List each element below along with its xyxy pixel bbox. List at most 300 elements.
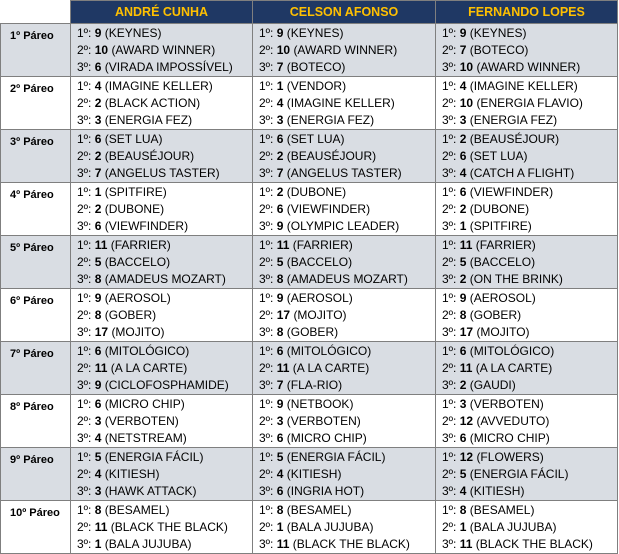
pick-position: 2º: — [259, 308, 274, 322]
horse-name: (MITOLÓGICO) — [104, 344, 190, 358]
pick-line — [259, 307, 435, 324]
pick-line — [77, 324, 252, 341]
horse-name: (BALA JUJUBA) — [469, 520, 557, 534]
pick-line — [77, 449, 252, 466]
horse-name: (SET LUA) — [286, 132, 345, 146]
pick-position: 2º: — [77, 202, 92, 216]
horse-name: (BESAMEL) — [286, 503, 352, 517]
horse-name: (BLACK THE BLACK) — [475, 537, 593, 551]
pick-line — [259, 112, 435, 129]
horse-number: 2 — [94, 96, 102, 110]
horse-number: 8 — [459, 308, 467, 322]
pick-line — [259, 396, 435, 413]
pick-position: 2º: — [77, 414, 92, 428]
column-header-fernando-lopes: FERNANDO LOPES — [436, 1, 618, 24]
horse-name: (BOTECO) — [286, 60, 346, 74]
horse-number: 6 — [459, 185, 467, 199]
horse-number: 2 — [459, 132, 467, 146]
pick-line — [77, 307, 252, 324]
pick-line — [259, 237, 435, 254]
pick-position: 3º: — [259, 166, 274, 180]
horse-name: (VIEWFINDER) — [286, 202, 371, 216]
horse-name: (NETBOOK) — [286, 397, 354, 411]
horse-name: (ENERGIA FEZ) — [286, 113, 375, 127]
pick-position: 1º: — [77, 132, 92, 146]
horse-name: (MOJITO) — [476, 325, 530, 339]
pick-position: 2º: — [259, 520, 274, 534]
pick-position: 1º: — [442, 238, 457, 252]
pick-position: 2º: — [442, 149, 457, 163]
pick-position: 1º: — [77, 26, 92, 40]
pick-position: 3º: — [259, 484, 274, 498]
horse-number: 6 — [94, 219, 102, 233]
pick-position: 1º: — [77, 291, 92, 305]
pick-position: 3º: — [442, 219, 457, 233]
horse-name: (DUBONE) — [469, 202, 530, 216]
horse-name: (CICLOFOSPHAMIDE) — [104, 378, 229, 392]
pick-line — [442, 25, 617, 42]
horse-number: 11 — [459, 361, 473, 375]
horse-name: (BACCELO) — [469, 255, 536, 269]
pick-line — [259, 430, 435, 447]
pick-position: 2º: — [442, 96, 457, 110]
horse-name: (A LA CARTE) — [110, 361, 188, 375]
horse-number: 2 — [459, 272, 467, 286]
pick-position: 1º: — [259, 503, 274, 517]
horse-number: 6 — [94, 344, 102, 358]
pick-line — [259, 78, 435, 95]
horse-name: (ANGELUS TASTER) — [286, 166, 402, 180]
race-row — [1, 77, 618, 130]
horse-number: 6 — [459, 344, 467, 358]
picks-cell-andre-cunha — [71, 183, 253, 236]
horse-number: 6 — [276, 344, 284, 358]
picks-cell-celson-afonso — [253, 236, 436, 289]
pick-line — [259, 449, 435, 466]
pick-position: 1º: — [442, 503, 457, 517]
horse-number: 11 — [459, 238, 473, 252]
horse-number: 8 — [94, 503, 102, 517]
pick-position: 3º: — [259, 431, 274, 445]
race-label: 9º Páreo — [1, 448, 71, 501]
horse-number: 9 — [94, 378, 102, 392]
horse-number: 6 — [94, 397, 102, 411]
pick-position: 3º: — [259, 219, 274, 233]
horse-number: 12 — [459, 414, 474, 428]
picks-cell-celson-afonso — [253, 448, 436, 501]
pick-line — [442, 466, 617, 483]
picks-cell-andre-cunha — [71, 236, 253, 289]
picks-cell-andre-cunha — [71, 289, 253, 342]
picks-cell-celson-afonso — [253, 342, 436, 395]
horse-number: 9 — [276, 219, 284, 233]
pick-position: 3º: — [77, 431, 92, 445]
column-header-andre-cunha: ANDRÉ CUNHA — [71, 1, 253, 24]
horse-name: (MICRO CHIP) — [469, 431, 550, 445]
horse-name: (INGRIA HOT) — [286, 484, 365, 498]
pick-line — [77, 201, 252, 218]
pick-position: 3º: — [259, 378, 274, 392]
pick-position: 2º: — [259, 255, 274, 269]
horse-number: 17 — [276, 308, 291, 322]
horse-name: (FARRIER) — [110, 238, 171, 252]
pick-line — [259, 483, 435, 500]
picks-cell-fernando-lopes — [436, 395, 618, 448]
horse-number: 11 — [94, 238, 108, 252]
race-label: 1º Páreo — [1, 24, 71, 77]
pick-position: 3º: — [442, 60, 457, 74]
horse-number: 3 — [276, 113, 284, 127]
pick-line — [259, 271, 435, 288]
horse-name: (A LA CARTE) — [292, 361, 370, 375]
pick-line — [442, 307, 617, 324]
pick-position: 2º: — [77, 96, 92, 110]
pick-position: 2º: — [77, 149, 92, 163]
picks-cell-fernando-lopes — [436, 448, 618, 501]
horse-number: 2 — [276, 149, 284, 163]
horse-name: (BALA JUJUBA) — [286, 520, 374, 534]
pick-position: 1º: — [259, 26, 274, 40]
horse-number: 8 — [276, 325, 284, 339]
picks-cell-andre-cunha — [71, 448, 253, 501]
pick-line — [442, 502, 617, 519]
pick-line — [442, 290, 617, 307]
horse-number: 6 — [94, 60, 102, 74]
pick-line — [77, 483, 252, 500]
horse-name: (FARRIER) — [292, 238, 353, 252]
pick-position: 2º: — [77, 520, 92, 534]
horse-number: 5 — [276, 450, 284, 464]
horse-name: (AVVEDUTO) — [476, 414, 550, 428]
horse-name: (AWARD WINNER) — [293, 43, 398, 57]
horse-number: 1 — [459, 219, 467, 233]
pick-position: 3º: — [259, 537, 274, 551]
race-label: 5º Páreo — [1, 236, 71, 289]
pick-position: 3º: — [442, 272, 457, 286]
pick-line — [259, 165, 435, 182]
pick-line — [442, 95, 617, 112]
pick-line — [259, 324, 435, 341]
horse-name: (BESAMEL) — [104, 503, 170, 517]
pick-line — [442, 237, 617, 254]
pick-line — [259, 254, 435, 271]
horse-name: (DUBONE) — [104, 202, 165, 216]
race-row — [1, 342, 618, 395]
horse-number: 5 — [94, 450, 102, 464]
race-row — [1, 448, 618, 501]
horse-name: (KEYNES) — [469, 26, 527, 40]
horse-number: 8 — [276, 272, 284, 286]
pick-position: 3º: — [259, 113, 274, 127]
pick-position: 3º: — [77, 272, 92, 286]
pick-line — [259, 466, 435, 483]
picks-cell-fernando-lopes — [436, 501, 618, 554]
horse-name: (BLACK THE BLACK) — [292, 537, 410, 551]
pick-line — [77, 360, 252, 377]
pick-position: 3º: — [259, 60, 274, 74]
horse-number: 10 — [459, 96, 474, 110]
horse-number: 8 — [459, 503, 467, 517]
horse-number: 6 — [94, 132, 102, 146]
horse-name: (BLACK ACTION) — [104, 96, 201, 110]
pick-position: 1º: — [259, 344, 274, 358]
horse-number: 1 — [94, 185, 102, 199]
horse-number: 4 — [276, 467, 284, 481]
horse-name: (AMADEUS MOZART) — [286, 272, 408, 286]
pick-position: 1º: — [77, 503, 92, 517]
pick-position: 2º: — [77, 43, 92, 57]
pick-line — [442, 449, 617, 466]
pick-line — [77, 413, 252, 430]
horse-name: (BALA JUJUBA) — [104, 537, 192, 551]
horse-name: (BESAMEL) — [469, 503, 535, 517]
horse-number: 9 — [94, 26, 102, 40]
horse-name: (BEAUSÉJOUR) — [286, 149, 377, 163]
horse-number: 11 — [276, 361, 290, 375]
picks-cell-fernando-lopes — [436, 24, 618, 77]
horse-number: 8 — [276, 503, 284, 517]
pick-line — [77, 218, 252, 235]
pick-line — [259, 413, 435, 430]
pick-position: 1º: — [442, 344, 457, 358]
pick-position: 1º: — [77, 185, 92, 199]
horse-name: (HAWK ATTACK) — [104, 484, 197, 498]
horse-name: (SPITFIRE) — [469, 219, 532, 233]
pick-line — [442, 184, 617, 201]
horse-number: 5 — [94, 255, 102, 269]
race-row — [1, 24, 618, 77]
horse-name: (VERBOTEN) — [469, 397, 544, 411]
horse-name: (FLOWERS) — [476, 450, 544, 464]
horse-name: (FLA-RIO) — [286, 378, 343, 392]
horse-name: (BEAUSÉJOUR) — [469, 132, 560, 146]
horse-name: (AEROSOL) — [104, 291, 171, 305]
horse-number: 9 — [276, 291, 284, 305]
horse-number: 17 — [459, 325, 474, 339]
corner-cell — [1, 1, 71, 24]
horse-number: 10 — [459, 60, 474, 74]
horse-number: 2 — [94, 202, 102, 216]
picks-cell-fernando-lopes — [436, 342, 618, 395]
pick-line — [77, 165, 252, 182]
pick-line — [442, 218, 617, 235]
pick-position: 1º: — [77, 79, 92, 93]
race-row — [1, 289, 618, 342]
pick-position: 1º: — [442, 185, 457, 199]
pick-line — [442, 324, 617, 341]
pick-line — [442, 519, 617, 536]
pick-line — [259, 290, 435, 307]
horse-name: (ON THE BRINK) — [469, 272, 563, 286]
horse-number: 12 — [459, 450, 474, 464]
horse-number: 8 — [94, 308, 102, 322]
horse-number: 17 — [94, 325, 109, 339]
horse-number: 1 — [276, 79, 284, 93]
horse-name: (IMAGINE KELLER) — [469, 79, 578, 93]
pick-position: 3º: — [442, 113, 457, 127]
pick-position: 1º: — [442, 26, 457, 40]
pick-position: 2º: — [442, 414, 457, 428]
horse-number: 6 — [276, 202, 284, 216]
pick-line — [259, 131, 435, 148]
horse-name: (KITIESH) — [469, 484, 525, 498]
pick-line — [77, 519, 252, 536]
pick-line — [259, 42, 435, 59]
pick-line — [77, 271, 252, 288]
picks-cell-andre-cunha — [71, 130, 253, 183]
pick-position: 3º: — [77, 60, 92, 74]
pick-position: 1º: — [442, 291, 457, 305]
picks-cell-andre-cunha — [71, 24, 253, 77]
horse-number: 1 — [276, 520, 284, 534]
pick-position: 1º: — [259, 450, 274, 464]
horse-name: (FARRIER) — [475, 238, 536, 252]
pick-position: 3º: — [77, 325, 92, 339]
horse-number: 7 — [276, 166, 284, 180]
picks-cell-celson-afonso — [253, 395, 436, 448]
horse-number: 4 — [459, 166, 467, 180]
horse-name: (VERBOTEN) — [104, 414, 179, 428]
pick-line — [77, 466, 252, 483]
horse-number: 11 — [276, 537, 290, 551]
pick-line — [442, 360, 617, 377]
pick-line — [442, 271, 617, 288]
pick-position: 3º: — [442, 484, 457, 498]
pick-position: 1º: — [77, 397, 92, 411]
horse-number: 2 — [459, 202, 467, 216]
pick-line — [77, 396, 252, 413]
pick-position: 1º: — [442, 132, 457, 146]
pick-position: 3º: — [442, 166, 457, 180]
header-row — [1, 1, 618, 24]
pick-line — [77, 343, 252, 360]
horse-number: 9 — [459, 26, 467, 40]
horse-number: 9 — [276, 397, 284, 411]
horse-name: (NETSTREAM) — [104, 431, 187, 445]
horse-name: (SET LUA) — [469, 149, 528, 163]
pick-position: 1º: — [442, 79, 457, 93]
picks-cell-andre-cunha — [71, 342, 253, 395]
pick-line — [77, 377, 252, 394]
horse-name: (A LA CARTE) — [475, 361, 553, 375]
horse-name: (GAUDI) — [469, 378, 516, 392]
horse-number: 10 — [276, 43, 291, 57]
horse-name: (VIEWFINDER) — [469, 185, 554, 199]
pick-line — [77, 148, 252, 165]
horse-number: 11 — [276, 238, 290, 252]
picks-cell-fernando-lopes — [436, 289, 618, 342]
pick-line — [442, 201, 617, 218]
pick-position: 2º: — [259, 467, 274, 481]
pick-position: 1º: — [77, 450, 92, 464]
horse-name: (ENERGIA FÁCIL) — [469, 467, 569, 481]
horse-number: 11 — [94, 520, 108, 534]
horse-number: 6 — [276, 484, 284, 498]
pick-position: 3º: — [442, 325, 457, 339]
race-row — [1, 236, 618, 289]
horse-number: 4 — [459, 484, 467, 498]
race-label: 2º Páreo — [1, 77, 71, 130]
pick-line — [442, 112, 617, 129]
horse-name: (AWARD WINNER) — [111, 43, 216, 57]
pick-position: 1º: — [259, 185, 274, 199]
horse-number: 4 — [94, 431, 102, 445]
pick-position: 3º: — [442, 431, 457, 445]
horse-name: (MICRO CHIP) — [104, 397, 185, 411]
horse-number: 3 — [94, 484, 102, 498]
horse-number: 1 — [459, 520, 467, 534]
pick-line — [442, 430, 617, 447]
picks-cell-andre-cunha — [71, 77, 253, 130]
horse-name: (ENERGIA FÁCIL) — [104, 450, 204, 464]
pick-position: 2º: — [259, 149, 274, 163]
race-label: 7º Páreo — [1, 342, 71, 395]
pick-position: 1º: — [259, 291, 274, 305]
pick-position: 1º: — [77, 344, 92, 358]
pick-position: 2º: — [259, 43, 274, 57]
horse-number: 3 — [459, 397, 467, 411]
horse-name: (VIEWFINDER) — [104, 219, 189, 233]
horse-name: (MOJITO) — [293, 308, 347, 322]
horse-number: 6 — [276, 132, 284, 146]
horse-number: 4 — [459, 79, 467, 93]
horse-name: (IMAGINE KELLER) — [104, 79, 213, 93]
race-row — [1, 183, 618, 236]
column-header-celson-afonso: CELSON AFONSO — [253, 1, 436, 24]
horse-name: (KITIESH) — [104, 467, 160, 481]
picks-cell-celson-afonso — [253, 501, 436, 554]
pick-position: 2º: — [259, 96, 274, 110]
horse-name: (AWARD WINNER) — [476, 60, 581, 74]
horse-name: (KEYNES) — [286, 26, 344, 40]
pick-position: 2º: — [259, 202, 274, 216]
picks-cell-fernando-lopes — [436, 183, 618, 236]
horse-name: (MITOLÓGICO) — [469, 344, 555, 358]
pick-position: 2º: — [77, 467, 92, 481]
pick-line — [259, 95, 435, 112]
race-row — [1, 130, 618, 183]
pick-line — [259, 502, 435, 519]
pick-line — [442, 165, 617, 182]
pick-position: 1º: — [442, 450, 457, 464]
race-label: 3º Páreo — [1, 130, 71, 183]
pick-position: 2º: — [259, 414, 274, 428]
pick-position: 1º: — [259, 397, 274, 411]
horse-name: (AEROSOL) — [286, 291, 353, 305]
pick-position: 2º: — [442, 308, 457, 322]
horse-number: 4 — [94, 79, 102, 93]
pick-line — [442, 413, 617, 430]
pick-position: 1º: — [77, 238, 92, 252]
horse-name: (BOTECO) — [469, 43, 529, 57]
race-row — [1, 501, 618, 554]
pick-line — [442, 396, 617, 413]
pick-line — [259, 360, 435, 377]
pick-line — [442, 483, 617, 500]
picks-cell-celson-afonso — [253, 130, 436, 183]
pick-line — [77, 112, 252, 129]
horse-name: (MOJITO) — [111, 325, 165, 339]
picks-cell-celson-afonso — [253, 289, 436, 342]
pick-line — [77, 290, 252, 307]
pick-position: 2º: — [442, 255, 457, 269]
pick-line — [259, 184, 435, 201]
pick-line — [259, 218, 435, 235]
horse-number: 9 — [276, 26, 284, 40]
pick-position: 2º: — [442, 467, 457, 481]
horse-number: 10 — [94, 43, 109, 57]
pick-position: 2º: — [77, 361, 92, 375]
